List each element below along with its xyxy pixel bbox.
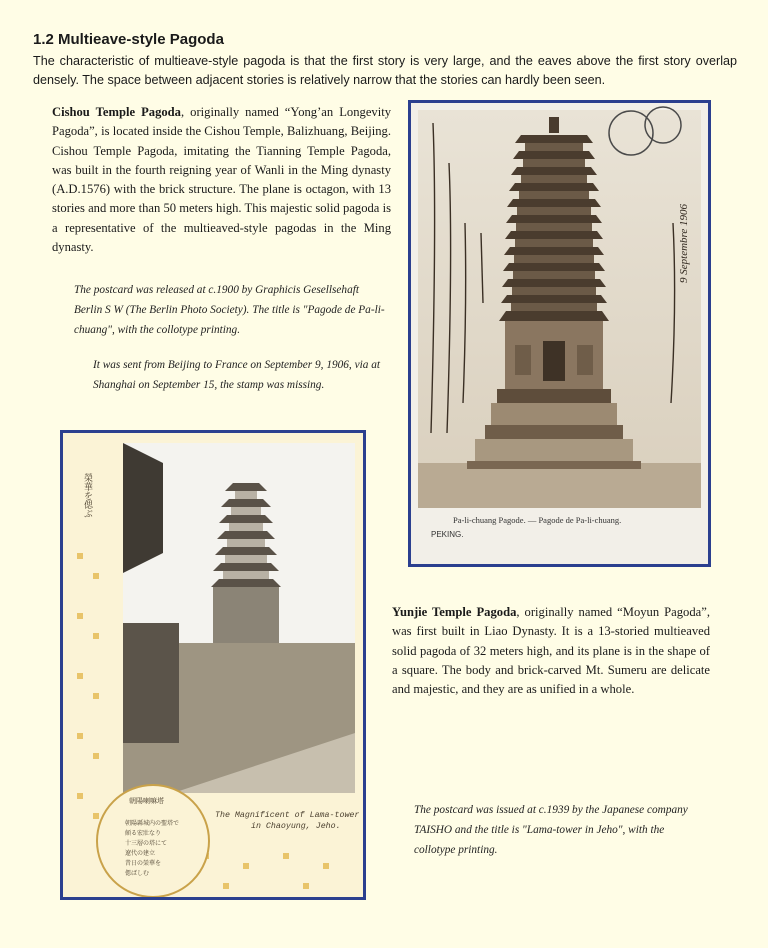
postcard-lama-tower bbox=[60, 430, 366, 900]
cishou-body: , originally named “Yong’an Longevity Pagoda”, is located inside the Cishou Temple, Balizhuang, Beijing. Cishou Temple Pagoda, imitating the Tianning Temple Pagoda, was built in the fourth reigning year of Wanli in the Ming dynasty (A.D.1576) with the brick structure. The plane is octagon, with 13 stories and more than 50 meters high. This majestic solid pagoda is a representative of the multieaved-style pagodas in the Ming dynasty. bbox=[52, 105, 391, 255]
lama-tower-side-text: 榮華を偲ぶ bbox=[82, 473, 92, 518]
section-intro: The characteristic of multieave-style pagoda is that the first story is very large, and the eaves above the first story overlap densely. The space between adjacent stories is relatively narrow that the stories can hardly been seen. bbox=[33, 54, 737, 87]
lama-tower-jp-body-2: 十三層の塔にて bbox=[125, 840, 168, 847]
lama-tower-jp-body-5: 偲ばしむ bbox=[125, 870, 150, 877]
yunjie-postcard-caption: The postcard was issued at c.1939 by the Japanese company TAISHO and the title is "Lama-tower in Jeho", with the collotype printing. bbox=[414, 804, 688, 856]
lama-tower-jp-title: 朝陽喇嘛塔 bbox=[129, 797, 164, 805]
cishou-postcard-caption: The postcard was released at c.1900 by Graphicis Gesellsehaft Berlin S W (The Berlin Photo Society). The title is "Pagode de Pa-li-chuang", with the collotype printing. bbox=[74, 284, 385, 336]
lama-tower-caption-line1: The Magnificent of Lama-tower bbox=[215, 811, 360, 820]
cishou-description bbox=[52, 103, 391, 257]
pa-li-chuang-photo bbox=[411, 103, 708, 564]
lama-tower-jp-body-3: 遼代の建立 bbox=[125, 850, 156, 857]
lama-tower-jp-body-1: 頗る宏壯なり bbox=[125, 830, 162, 837]
lama-tower-caption-line2: in Chaoyung, Jeho. bbox=[251, 822, 341, 831]
yunjie-description bbox=[392, 603, 710, 699]
lama-tower-photo bbox=[63, 433, 363, 897]
section-title: 1.2 Multieave-style Pagoda bbox=[33, 31, 224, 48]
pa-li-chuang-caption: Pa-li-chuang Pagode. — Pagode de Pa-li-chuang. bbox=[453, 515, 622, 525]
lama-tower-jp-body-0: 朝陽縣城内の聖塔で bbox=[125, 820, 180, 827]
pa-li-chuang-place: PEKING. bbox=[431, 530, 464, 539]
yunjie-body: , originally named “Moyun Pagoda”, was first built in Liao Dynasty. It is a 13-storied multieaved solid pagoda of 32 meters high, and its plane is in the shape of a square. The body and brick-carved Mt. Sumeru are delicate and majestic, and they are as unified in a whole. bbox=[392, 605, 710, 697]
cishou-name: Cishou Temple Pagoda bbox=[52, 105, 181, 119]
pa-li-chuang-date-note: 9 Septembre 1906 bbox=[678, 203, 690, 283]
lama-tower-jp-body-4: 昔日の榮華を bbox=[125, 860, 162, 867]
postcard-pa-li-chuang bbox=[408, 100, 711, 567]
yunjie-name: Yunjie Temple Pagoda bbox=[392, 605, 517, 619]
cishou-postal-caption: It was sent from Beijing to France on September 9, 1906, via at Shanghai on September 15, the stamp was missing. bbox=[93, 359, 380, 391]
